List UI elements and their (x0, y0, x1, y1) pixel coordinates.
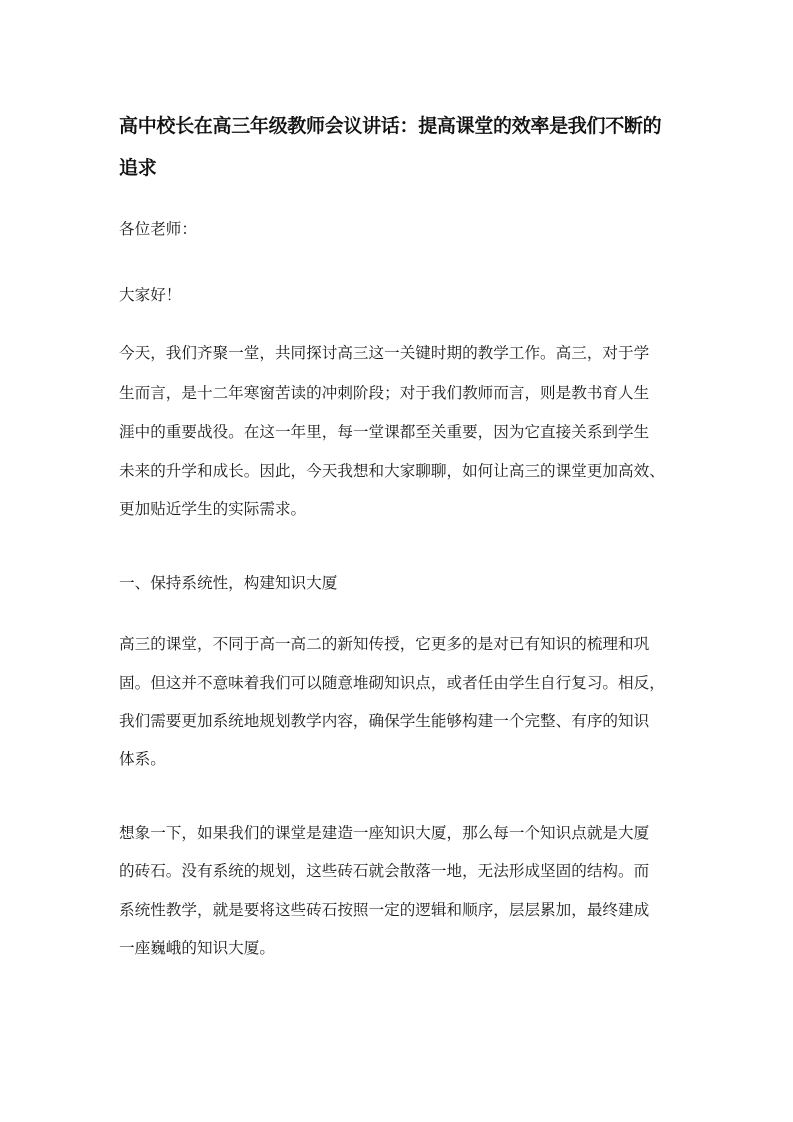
paragraph-2-line-4: 体系。 (119, 750, 166, 768)
paragraph-3-line-2: 的砖石。没有系统的规划，这些砖石就会散落一地，无法形成坚固的结构。而 (119, 862, 650, 880)
paragraph-1-line-3: 涯中的重要战役。在这一年里，每一堂课都至关重要，因为它直接关系到学生 (119, 423, 650, 441)
paragraph-3-line-4: 一座巍峨的知识大厦。 (119, 939, 275, 957)
paragraph-2-line-3: 我们需要更加系统地规划教学内容，确保学生能够构建一个完整、有序的知识 (119, 712, 650, 730)
document-title-line-1: 高中校长在高三年级教师会议讲话：提高课堂的效率是我们不断的 (119, 115, 662, 137)
section-heading: 一、保持系统性，构建知识大厦 (119, 574, 338, 592)
paragraph-3-line-1: 想象一下，如果我们的课堂是建造一座知识大厦，那么每一个知识点就是大厦 (119, 824, 650, 842)
salutation: 各位老师： (119, 220, 197, 238)
paragraph-1-line-1: 今天，我们齐聚一堂，共同探讨高三这一关键时期的教学工作。高三，对于学 (119, 344, 650, 362)
paragraph-3-line-3: 系统性教学，就是要将这些砖石按照一定的逻辑和顺序，层层累加，最终建成 (119, 901, 650, 919)
paragraph-2-line-1: 高三的课堂，不同于高一高二的新知传授，它更多的是对已有知识的梳理和巩 (119, 635, 650, 653)
greeting: 大家好！ (119, 286, 182, 304)
paragraph-1-line-2: 生而言，是十二年寒窗苦读的冲刺阶段；对于我们教师而言，则是教书育人生 (119, 384, 650, 402)
paragraph-1-line-4: 未来的升学和成长。因此，今天我想和大家聊聊，如何让高三的课堂更加高效、 (119, 462, 665, 480)
paragraph-1-line-5: 更加贴近学生的实际需求。 (119, 500, 307, 518)
document-title-line-2: 追求 (119, 157, 157, 179)
paragraph-2-line-2: 固。但这并不意味着我们可以随意堆砌知识点，或者任由学生自行复习。相反， (119, 674, 665, 692)
